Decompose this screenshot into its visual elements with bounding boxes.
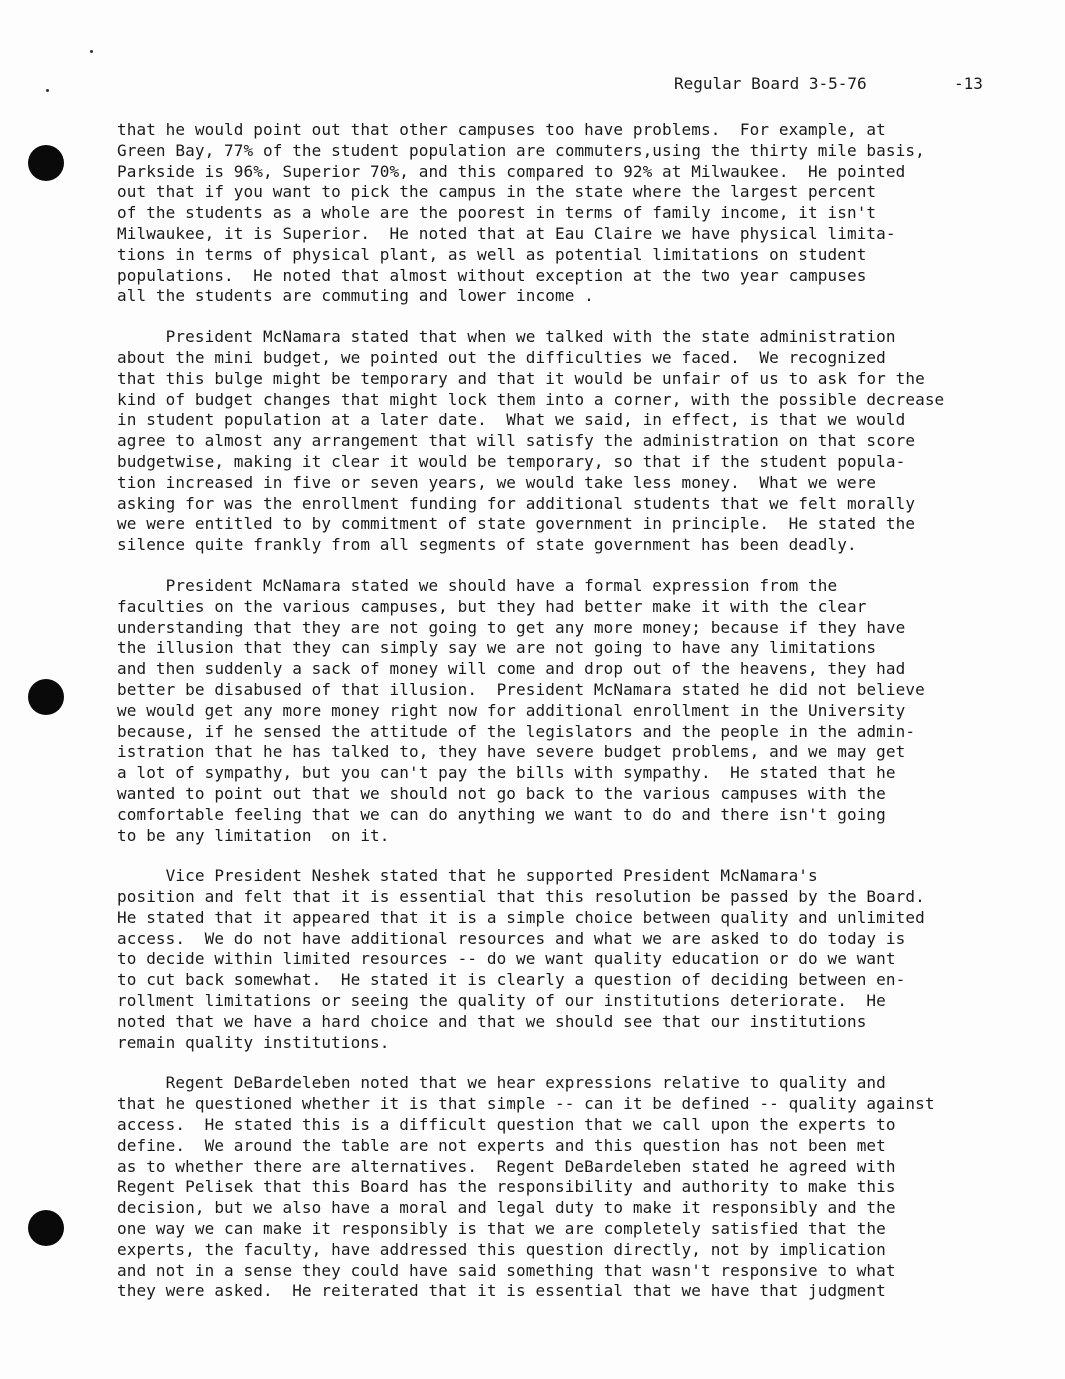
text-line: to decide within limited resources -- do we want quality education or do we want	[117, 949, 896, 969]
page-number: -13	[954, 74, 983, 93]
text-line: remain quality institutions.	[117, 1032, 390, 1052]
text-line: Milwaukee, it is Superior. He noted that at Eau Claire we have physical limita-	[117, 223, 896, 243]
text-line: kind of budget changes that might lock them into a corner, with the possible decrease	[117, 389, 945, 409]
text-line: populations. He noted that almost without exception at the two year campuses	[117, 265, 867, 285]
text-line: Regent DeBardeleben noted that we hear expressions relative to quality and	[117, 1073, 886, 1093]
text-line: tions in terms of physical plant, as well as potential limitations on student	[117, 244, 867, 264]
text-line: Vice President Neshek stated that he supported President McNamara's	[117, 866, 818, 886]
punch-hole	[28, 679, 64, 715]
page-header	[674, 74, 983, 93]
text-line: the illusion that they can simply say we are not going to have any limitations	[117, 638, 877, 658]
text-line: define. We around the table are not experts and this question has not been met	[117, 1135, 886, 1155]
text-line: agree to almost any arrangement that will satisfy the administration on that score	[117, 431, 916, 451]
text-line: all the students are commuting and lower income .	[117, 286, 594, 306]
text-line: to cut back somewhat. He stated it is clearly a question of deciding between en-	[117, 970, 906, 990]
text-line: Regent Pelisek that this Board has the responsibility and authority to make this	[117, 1177, 896, 1197]
text-line: faculties on the various campuses, but they had better make it with the clear	[117, 596, 867, 616]
text-line: we were entitled to by commitment of state government in principle. He stated the	[117, 514, 916, 534]
text-line: better be disabused of that illusion. President McNamara stated he did not believe	[117, 679, 925, 699]
text-line: wanted to point out that we should not go back to the various campuses with the	[117, 783, 886, 803]
paragraph	[117, 327, 1017, 556]
text-line: President McNamara stated that when we talked with the state administration	[117, 327, 896, 347]
text-line: that this bulge might be temporary and that it would be unfair of us to ask for the	[117, 368, 925, 388]
text-line: asking for was the enrollment funding for additional students that we felt morally	[117, 493, 916, 513]
text-line: access. He stated this is a difficult question that we call upon the experts to	[117, 1115, 896, 1135]
text-line: of the students as a whole are the poorest in terms of family income, it isn't	[117, 203, 877, 223]
punch-hole	[28, 1210, 64, 1246]
text-line: istration that he has talked to, they have severe budget problems, and we may get	[117, 742, 906, 762]
text-line: and not in a sense they could have said something that wasn't responsive to what	[117, 1260, 896, 1280]
scan-speck	[46, 89, 49, 92]
text-line: President McNamara stated we should have a formal expression from the	[117, 575, 838, 595]
text-line: experts, the faculty, have addressed this question directly, not by implication	[117, 1239, 886, 1259]
text-line: as to whether there are alternatives. Regent DeBardeleben stated he agreed with	[117, 1156, 896, 1176]
text-line: access. We do not have additional resources and what we are asked to do today is	[117, 928, 906, 948]
text-line: rollment limitations or seeing the quality of our institutions deteriorate. He	[117, 991, 886, 1011]
text-line: and then suddenly a sack of money will come and drop out of the heavens, they had	[117, 659, 906, 679]
text-line: silence quite frankly from all segments of state government has been deadly.	[117, 535, 857, 555]
text-line: He stated that it appeared that it is a simple choice between quality and unlimited	[117, 907, 925, 927]
header-title: Regular Board 3-5-76	[674, 74, 867, 93]
text-line: because, if he sensed the attitude of the legislators and the people in the admin-	[117, 721, 916, 741]
minutes-body	[117, 120, 1017, 1322]
text-line: about the mini budget, we pointed out the difficulties we faced. We recognized	[117, 347, 886, 367]
text-line: Green Bay, 77% of the student population are commuters,using the thirty mile basis,	[117, 140, 925, 160]
text-line: comfortable feeling that we can do anything we want to do and there isn't going	[117, 804, 886, 824]
paragraph	[117, 1073, 1017, 1302]
text-line: that he would point out that other campuses too have problems. For example, at	[117, 120, 886, 139]
scan-speck	[90, 50, 93, 53]
text-line: that he questioned whether it is that simple -- can it be defined -- quality against	[117, 1094, 935, 1114]
punch-hole	[28, 145, 64, 181]
text-line: Parkside is 96%, Superior 70%, and this compared to 92% at Milwaukee. He pointed	[117, 161, 906, 181]
text-line: to be any limitation on it.	[117, 825, 390, 845]
text-line: a lot of sympathy, but you can't pay the bills with sympathy. He stated that he	[117, 763, 896, 783]
text-line: decision, but we also have a moral and legal duty to make it responsibly and the	[117, 1198, 896, 1218]
text-line: noted that we have a hard choice and that we should see that our institutions	[117, 1011, 867, 1031]
text-line: one way we can make it responsibly is that we are completely satisfied that the	[117, 1219, 886, 1239]
text-line: in student population at a later date. What we said, in effect, is that we would	[117, 410, 906, 430]
paragraph	[117, 866, 1017, 1053]
text-line: position and felt that it is essential that this resolution be passed by the Board.	[117, 887, 925, 907]
paragraph	[117, 576, 1017, 846]
text-line: they were asked. He reiterated that it is essential that we have that judgment	[117, 1281, 886, 1301]
text-line: out that if you want to pick the campus in the state where the largest percent	[117, 182, 877, 202]
text-line: we would get any more money right now for additional enrollment in the University	[117, 700, 906, 720]
text-line: budgetwise, making it clear it would be temporary, so that if the student popula-	[117, 451, 906, 471]
text-line: understanding that they are not going to get any more money; because if they have	[117, 617, 906, 637]
text-line: tion increased in five or seven years, we would take less money. What we were	[117, 472, 877, 492]
paragraph	[117, 120, 1017, 307]
